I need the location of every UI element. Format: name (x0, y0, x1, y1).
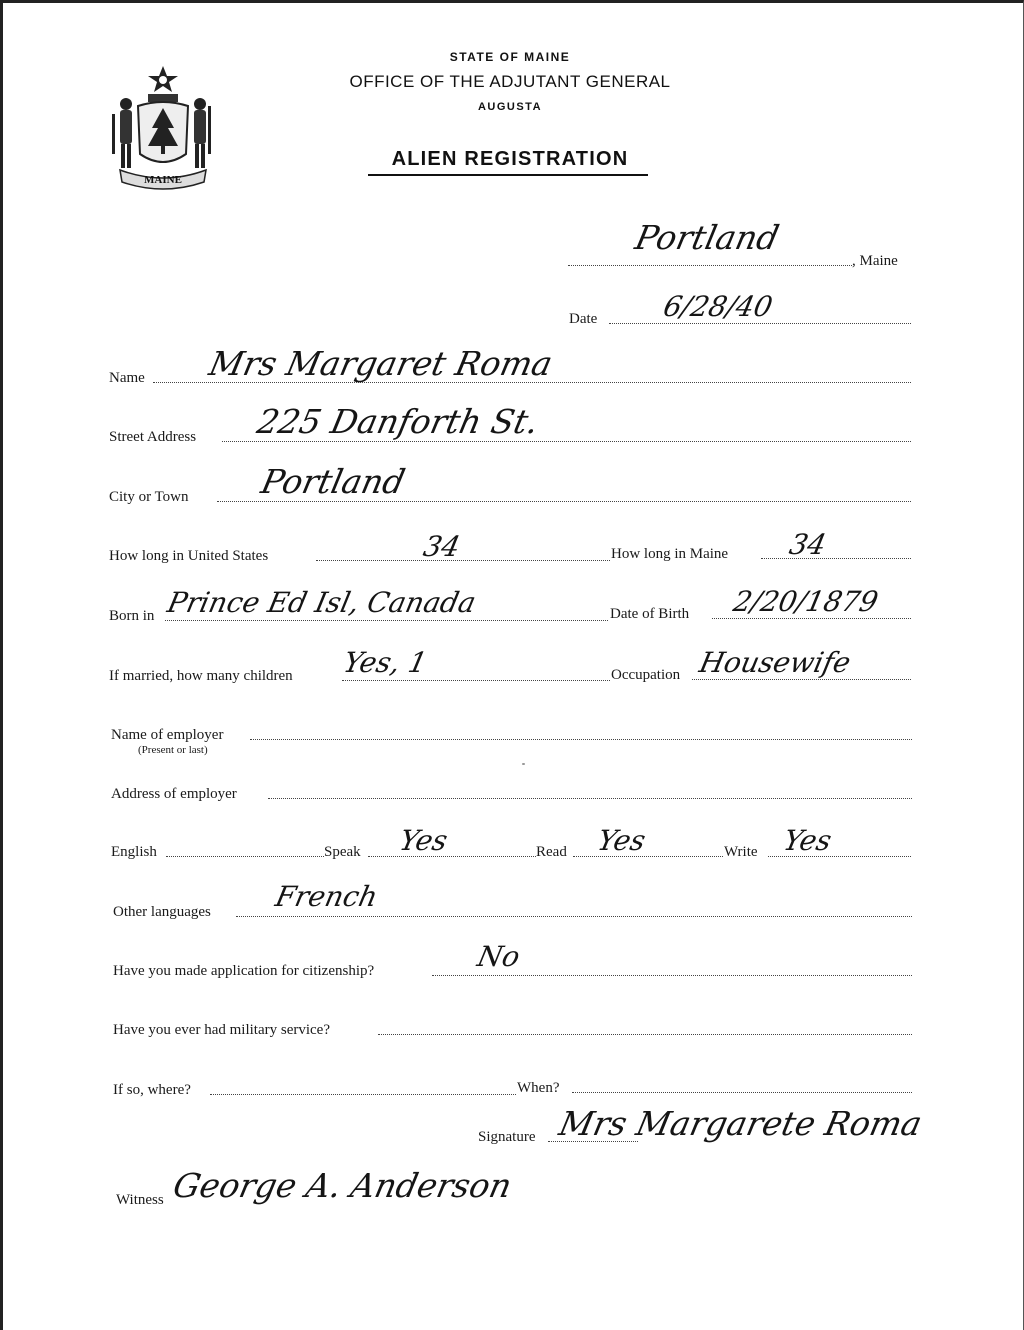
how-long-maine-line (761, 558, 911, 559)
other-languages-value: French (272, 880, 381, 913)
born-in-value: Prince Ed Isl, Canada (164, 586, 479, 619)
speak-label: Speak (324, 844, 361, 860)
military-line (378, 1034, 912, 1035)
when-label: When? (517, 1080, 560, 1096)
other-languages-line (236, 916, 912, 917)
svg-text:MAINE: MAINE (144, 174, 182, 186)
write-label: Write (724, 844, 758, 860)
military-label: Have you ever had military service? (113, 1022, 330, 1038)
town-suffix-label: , Maine (852, 253, 898, 269)
dob-value: 2/20/1879 (730, 585, 882, 618)
write-value: Yes (780, 824, 835, 857)
occupation-line (692, 679, 911, 680)
employer-line (250, 739, 912, 740)
town-value: Portland (631, 218, 783, 257)
street-value: 225 Danforth St. (253, 402, 543, 441)
where-line (210, 1094, 516, 1095)
street-label: Street Address (109, 429, 197, 445)
read-label: Read (536, 844, 567, 860)
occupation-label: Occupation (611, 667, 681, 683)
how-long-us-value: 34 (420, 530, 464, 563)
dob-label: Date of Birth (610, 606, 690, 622)
signature-value: Mrs Margarete Roma (555, 1104, 926, 1143)
married-value: Yes, 1 (340, 646, 431, 679)
city-value: Portland (257, 462, 409, 501)
how-long-maine-value: 34 (786, 528, 830, 561)
date-value: 6/28/40 (660, 290, 776, 323)
header-state: STATE OF MAINE (449, 50, 571, 64)
how-long-us-label: How long in United States (109, 548, 269, 564)
married-line (342, 680, 610, 681)
page-title: ALIEN REGISTRATION (391, 148, 629, 170)
read-value: Yes (594, 824, 649, 857)
dob-line (712, 618, 911, 619)
witness-label: Witness (116, 1192, 164, 1208)
citizenship-line (432, 975, 912, 976)
other-languages-label: Other languages (113, 904, 211, 920)
born-in-label: Born in (109, 608, 155, 624)
city-line (217, 501, 911, 502)
street-line (222, 441, 911, 442)
how-long-maine-label: How long in Maine (611, 546, 729, 562)
name-value: Mrs Margaret Roma (205, 344, 556, 383)
employer-address-label: Address of employer (111, 786, 237, 802)
english-line (166, 856, 324, 857)
witness-value: George A. Anderson (169, 1166, 516, 1205)
occupation-value: Housewife (696, 646, 854, 679)
employer-sublabel: (Present or last) (138, 744, 208, 756)
citizenship-label: Have you made application for citizenship? (113, 963, 375, 979)
town-line (568, 265, 852, 266)
born-in-line (165, 620, 608, 621)
speak-line (368, 856, 536, 857)
employer-label: Name of employer (111, 727, 224, 743)
married-label: If married, how many children (109, 668, 293, 684)
english-label: English (111, 844, 157, 860)
header-office: OFFICE OF THE ADJUTANT GENERAL (349, 72, 671, 91)
date-line (609, 323, 911, 324)
citizenship-value: No (474, 940, 523, 973)
speak-value: Yes (396, 824, 451, 857)
header-city: AUGUSTA (477, 101, 543, 113)
state-of-maine-seal-icon (108, 62, 218, 192)
how-long-us-line (316, 560, 610, 561)
paper-speck (522, 763, 525, 765)
city-label: City or Town (109, 489, 189, 505)
date-label: Date (569, 311, 598, 327)
when-line (572, 1092, 912, 1093)
signature-label: Signature (478, 1129, 536, 1145)
where-label: If so, where? (113, 1082, 191, 1098)
title-underline (368, 174, 648, 176)
name-label: Name (109, 370, 145, 386)
employer-address-line (268, 798, 912, 799)
